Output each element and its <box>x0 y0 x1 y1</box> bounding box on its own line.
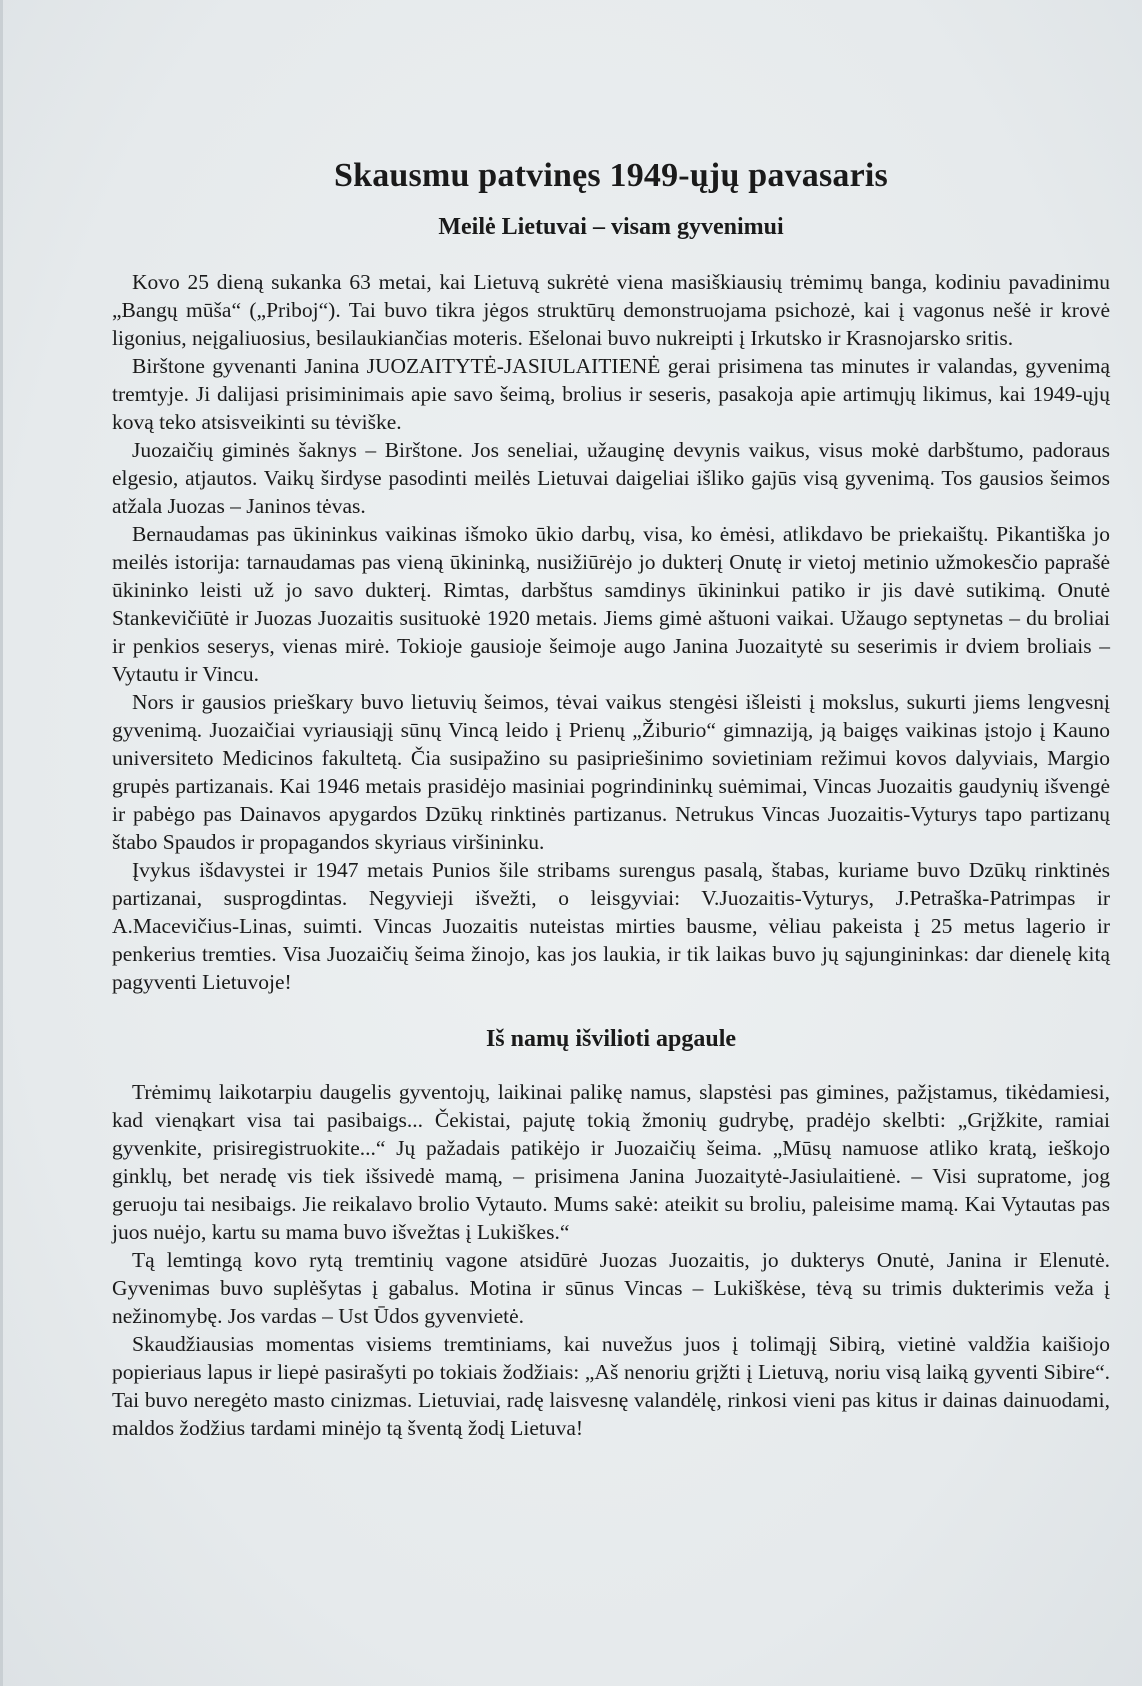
paragraph: Juozaičių giminės šaknys – Birštone. Jos seneliai, užauginę devynis vaikus, visus mokė darbštumo, padoraus elgesio, atjautos. Vaikų širdyse pasodinti meilės Lietuvai daigeliai išliko gajūs visą gyvenimą. Tos gausios šeimos atžala Juozas – Janinos tėvas. <box>112 438 1110 518</box>
paragraph: Bernaudamas pas ūkininkus vaikinas išmoko ūkio darbų, visa, ko ėmėsi, atlikdavo be priekaištų. Pikantiška jo meilės istorija: tarnaudamas pas vieną ūkininką, nusižiūrėjo jo dukterį Onutę ir vietoj metinio užmokesčio paprašė ūkininko leisti už jo savo dukterį. Rimtas, darbštus samdinys ūkininkui patiko ir jis davė sutikimą. Onutė Stankevičiūtė ir Juozas Juozaitis susituokė 1920 metais. Jiems gimė aštuoni vaikai. Užaugo septynetas – du broliai ir penkios seserys, vienas mirė. Tokioje gausioje šeimoje augo Janina Juozaitytė su seserimis ir dviem broliais – Vytautu ir Vincu. <box>112 522 1110 686</box>
paragraph: Birštone gyvenanti Janina JUOZAITYTĖ-JASIULAITIENĖ gerai prisimena tas minutes ir valandas, gyvenimą tremtyje. Ji dalijasi prisiminimais apie savo šeimą, brolius ir seseris, pasakoja apie artimųjų likimus, kai 1949-ųjų kovą teko atsisveikinti su tėviške. <box>112 354 1110 434</box>
paragraph: Kovo 25 dieną sukanka 63 metai, kai Lietuvą sukrėtė viena masiškiausių trėmimų banga, kodiniu pavadinimu „Bangų mūša“ („Priboj“). Tai buvo tikra jėgos struktūrų demonstruojama psichozė, kai į vagonus nešė ir krovė ligonius, neįgaliuosius, besilaukiančias moteris. Ešelonai buvo nukreipti į Irkutsko ir Krasnojarsko sritis. <box>112 270 1110 350</box>
paragraph: Trėmimų laikotarpiu daugelis gyventojų, laikinai palikę namus, slapstėsi pas gimines, pažįstamus, tikėdamiesi, kad vienąkart visa tai pasibaigs... Čekistai, pajutę tokią žmonių gudrybę, pradėjo skelbti: „Grįžkite, ramiai gyvenkite, prisiregistruokite...“ Jų pažadais patikėjo ir Juozaičių šeima. „Mūsų namuose atliko kratą, ieškojo ginklų, bet neradę vis tiek išsivedė mamą, – prisimena Janina Juozaitytė-Jasiulaitienė. – Visi supratome, jog geruoju tai nesibaigs. Jie reikalavo brolio Vytauto. Mums sakė: ateikit su broliu, paleisime mamą. Kai Vytautas pas juos nuėjo, kartu su mama buvo išvežtas į Lukiškes.“ <box>112 1080 1110 1244</box>
paragraph: Tą lemtingą kovo rytą tremtinių vagone atsidūrė Juozas Juozaitis, jo dukterys Onutė, Janina ir Elenutė. Gyvenimas buvo suplėšytas į gabalus. Motina ir sūnus Vincas – Lukiškėse, tėvą su trimis dukterimis veža į nežinomybę. Jos vardas – Ust Ūdos gyvenvietė. <box>112 1248 1110 1328</box>
section-body-lured-from-home <box>112 1078 1110 1442</box>
section-heading-love-for-lithuania: Meilė Lietuvai – visam gyvenimui <box>438 214 784 240</box>
page-edge-shadow <box>0 0 3 1686</box>
paragraph: Skaudžiausias momentas visiems tremtiniams, kai nuvežus juos į tolimąjį Sibirą, vietinė valdžia kaišiojo popieriaus lapus ir liepė pasirašyti po tokiais žodžiais: „Aš nenoriu grįžti į Lietuvą, noriu visą laiką gyventi Sibire“. Tai buvo neregėto masto cinizmas. Lietuviai, radę laisvesnę valandėlę, rinkosi vieni pas kitus ir dainas dainuodami, maldos žodžius tardami minėjo tą šventą žodį Lietuva! <box>112 1332 1110 1440</box>
article-title: Skausmu patvinęs 1949-ųjų pavasaris <box>334 157 888 194</box>
section-heading-lured-from-home: Iš namų išvilioti apgaule <box>485 1026 737 1052</box>
section-body-love-for-lithuania <box>112 268 1110 996</box>
article <box>112 150 1110 1442</box>
paragraph: Įvykus išdavystei ir 1947 metais Punios šile stribams surengus pasalą, štabas, kuriame buvo Dzūkų rinktinės partizanai, susprogdintas. Negyvieji išvežti, o leisgyviai: V.Juozaitis-Vyturys, J.Petraška-Patrimpas ir A.Macevičius-Linas, suimti. Vincas Juozaitis nuteistas mirties bausme, vėliau pakeista į 25 metus lagerio ir penkerius tremties. Visa Juozaičių šeima žinojo, kas jos laukia, ir tik laikas buvo jų sąjungininkas: dar dienelę kitą pagyventi Lietuvoje! <box>112 858 1110 994</box>
paragraph: Nors ir gausios prieškary buvo lietuvių šeimos, tėvai vaikus stengėsi išleisti į mokslus, sukurti jiems lengvesnį gyvenimą. Juozaičiai vyriausiąjį sūnų Vincą leido į Prienų „Žiburio“ gimnaziją, ją baigęs vaikinas įstojo į Kauno universiteto Medicinos fakultetą. Čia susipažino su pasipriešinimo sovietiniam režimui kovos dalyviais, Margio grupės partizanais. Kai 1946 metais prasidėjo masiniai pogrindininkų suėmimai, Vincas Juozaitis gaudynių išvengė ir pabėgo pas Dainavos apygardos Dzūkų rinktinės partizanus. Netrukus Vincas Juozaitis-Vyturys tapo partizanų štabo Spaudos ir propagandos skyriaus viršininku. <box>112 690 1110 854</box>
